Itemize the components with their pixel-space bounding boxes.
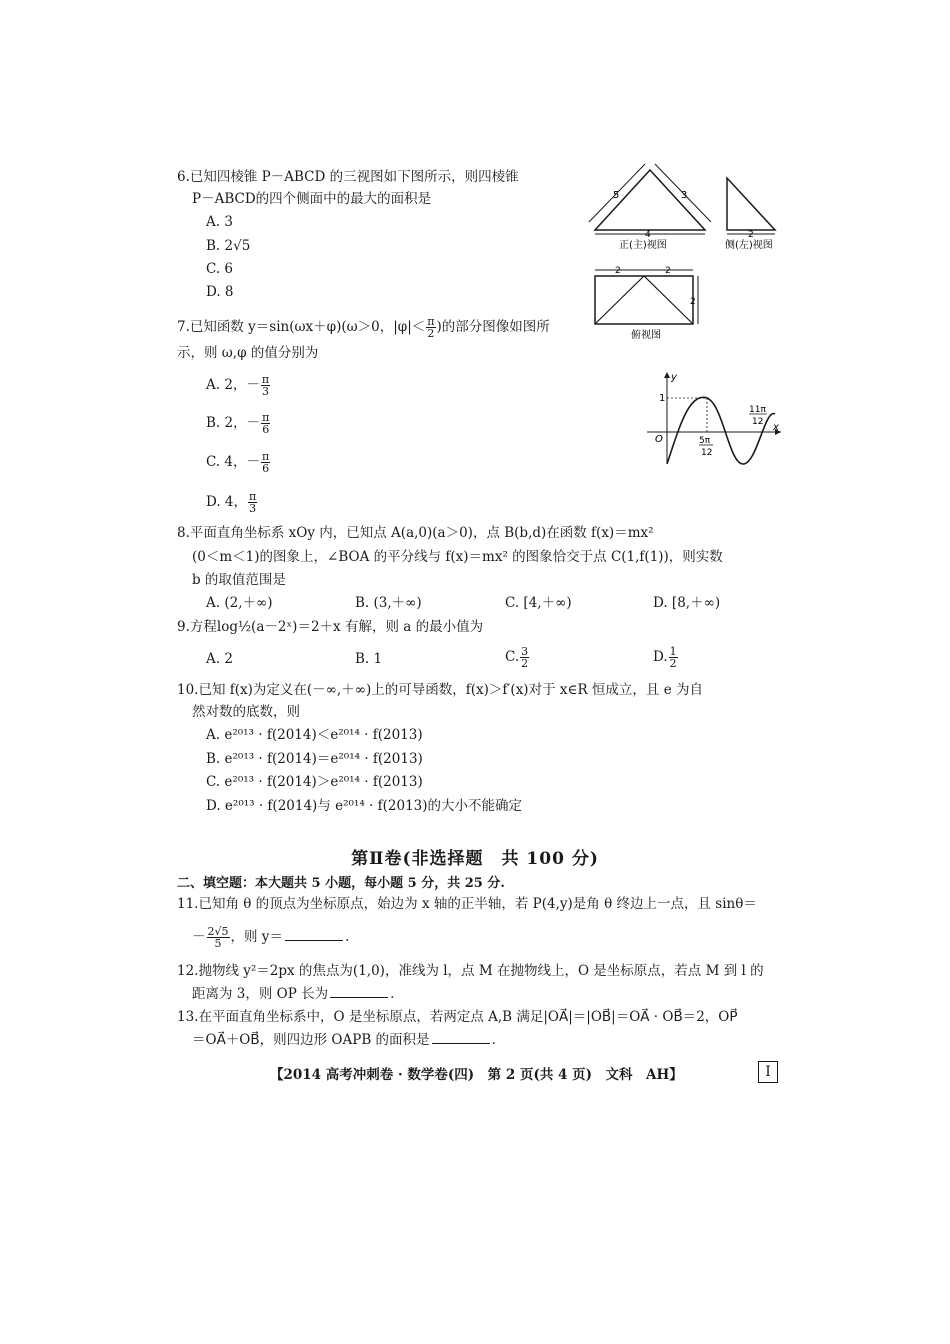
q7-option-d-num: π xyxy=(249,490,257,503)
q7-option-d-den: 3 xyxy=(249,502,257,515)
q10-line1: 10.已知 f(x)为定义在(－∞,＋∞)上的可导函数，f(x)＞f′(x)对于 x∈R 恒成立，且 e 为自 xyxy=(177,682,703,698)
page-footer: 【2014 高考冲刺卷 · 数学卷(四) 第 2 页(共 4 页) 文科 AH】 xyxy=(270,1067,683,1083)
q11-minus: － xyxy=(192,929,206,945)
q6-option-c: C. 6 xyxy=(206,261,234,277)
y-axis-arrow xyxy=(664,372,670,378)
q10-option-a: A. e²⁰¹³ · f(2014)＜e²⁰¹⁴ · f(2013) xyxy=(206,727,423,743)
top-view-lines xyxy=(595,276,693,324)
q10-option-b: B. e²⁰¹³ · f(2014)＝e²⁰¹⁴ · f(2013) xyxy=(206,751,423,767)
q11-line2 xyxy=(192,926,349,949)
q7-line1-a: 7.已知函数 y＝sin(ωx＋φ)(ω＞0，|φ|＜ xyxy=(177,319,426,335)
x2-den: 12 xyxy=(752,417,764,427)
q6-option-d: D. 8 xyxy=(206,284,234,300)
q7-option-a-den: 3 xyxy=(262,385,270,398)
q11-line1: 11.已知角 θ 的顶点为坐标原点，始边为 x 轴的正半轴，若 P(4,y)是角 θ 终边上一点，且 sinθ＝ xyxy=(177,896,757,912)
q9-option-a: A. 2 xyxy=(206,651,233,667)
q9-option-d-label: D. xyxy=(653,649,668,665)
q7-option-b-num: π xyxy=(262,411,270,424)
q10-option-c: C. e²⁰¹³ · f(2014)＞e²⁰¹⁴ · f(2013) xyxy=(206,774,423,790)
q7-frac-den: 2 xyxy=(427,327,435,340)
q7-line1-b: )的部分图像如图所 xyxy=(436,319,550,335)
q7-option-b-frac xyxy=(261,412,270,435)
q8-line3: b 的取值范围是 xyxy=(192,572,286,588)
origin-label: O xyxy=(655,434,663,445)
three-view-figure xyxy=(585,160,785,345)
q11-frac-num: 2√5 xyxy=(207,925,229,938)
q11-rest: ，则 y＝ xyxy=(230,929,283,945)
side-view-label: 侧(左)视图 xyxy=(725,240,773,251)
q6-line2: P－ABCD的四个侧面中的最大的面积是 xyxy=(192,191,432,207)
q9-option-d-den: 2 xyxy=(669,657,677,670)
x2-num: 11π xyxy=(749,405,766,415)
q9-option-d xyxy=(653,646,679,669)
y-axis-label: y xyxy=(671,372,677,383)
q7-line1 xyxy=(177,316,550,339)
q13-answer-blank[interactable] xyxy=(432,1031,490,1044)
q13-line1: 13.在平面直角坐标系中，O 是坐标原点，若两定点 A,B 满足|OA⃗|＝|OB⃗|＝OA⃗ · OB⃗＝2，OP⃗ xyxy=(177,1009,738,1025)
section-2-subtitle: 二、填空题：本大题共 5 小题，每小题 5 分，共 25 分. xyxy=(177,876,505,891)
q9-option-c-frac xyxy=(520,646,529,669)
q10-option-d: D. e²⁰¹³ · f(2014)与 e²⁰¹⁴ · f(2013)的大小不能确定 xyxy=(206,798,523,814)
q7-option-b xyxy=(206,412,271,435)
front-dim-4: 4 xyxy=(645,230,651,240)
q12-line2 xyxy=(192,985,394,1003)
front-view-triangle xyxy=(595,170,705,230)
q7-frac-num: π xyxy=(427,315,435,328)
q6-option-a: A. 3 xyxy=(206,214,233,230)
q12-line2-text: 距离为 3，则 OP 长为 xyxy=(192,986,329,1002)
q9-option-c xyxy=(505,646,530,669)
q13-line2-text: ＝OA⃗＋OB⃗，则四边形 OAPB 的面积是 xyxy=(192,1032,430,1048)
q12-line1: 12.抛物线 y²＝2px 的焦点为(1,0)，准线为 l，点 M 在抛物线上，O 是坐标原点，若点 M 到 l 的 xyxy=(177,963,764,979)
top-dim-2-right: 2 xyxy=(665,266,671,276)
front-view-label: 正(主)视图 xyxy=(619,240,667,251)
q13-end: . xyxy=(491,1032,496,1048)
q11-frac-den: 5 xyxy=(214,937,222,950)
section-2-title: 第Ⅱ卷(非选择题 共 100 分) xyxy=(351,849,599,869)
q7-option-d-label: D. 4， xyxy=(206,494,248,510)
y-one-label: 1 xyxy=(659,393,666,404)
q12-end: . xyxy=(390,986,395,1002)
q7-option-a xyxy=(206,374,271,397)
x-axis-label: x xyxy=(773,422,779,433)
page-mark-box: Ⅰ xyxy=(758,1061,778,1083)
q7-frac-pi-2 xyxy=(426,316,435,339)
front-dim-3: 3 xyxy=(681,190,688,201)
q7-option-a-label: A. 2，－ xyxy=(206,377,260,393)
q8-option-d: D. [8,＋∞) xyxy=(653,595,721,611)
q9-option-c-num: 3 xyxy=(521,645,529,658)
side-view-triangle xyxy=(727,178,775,230)
q6-line1: 6.已知四棱锥 P－ABCD 的三视图如下图所示，则四棱锥 xyxy=(177,169,519,185)
sine-graph xyxy=(645,368,785,468)
q9-option-c-den: 2 xyxy=(521,657,529,670)
q12-answer-blank[interactable] xyxy=(330,985,388,998)
q7-option-a-num: π xyxy=(261,373,270,386)
q9-line1: 9.方程log½(a－2ˣ)＝2＋x 有解，则 a 的最小值为 xyxy=(177,619,484,635)
front-dim-5: 5 xyxy=(613,190,620,201)
q7-option-d-frac xyxy=(248,491,257,514)
q7-option-b-label: B. 2，－ xyxy=(206,415,261,431)
q9-option-d-frac xyxy=(669,646,678,669)
q9-option-c-label: C. xyxy=(505,649,520,665)
q7-line2: 示，则 ω,φ 的值分别为 xyxy=(177,345,319,361)
q7-option-c-label: C. 4，－ xyxy=(206,454,261,470)
q11-frac xyxy=(207,926,230,949)
q11-end: . xyxy=(344,929,350,945)
q7-option-c xyxy=(206,451,271,474)
q9-option-b: B. 1 xyxy=(355,651,383,667)
q8-line2: (0＜m＜1)的图象上，∠BOA 的平分线与 f(x)＝mx² 的图象恰交于点 C(1,f(1))，则实数 xyxy=(192,549,723,565)
q8-option-a: A. (2,＋∞) xyxy=(206,595,273,611)
top-view-rect xyxy=(595,276,693,324)
x1-den: 12 xyxy=(701,448,713,458)
q7-option-c-num: π xyxy=(262,450,270,463)
q6-option-b: B. 2√5 xyxy=(206,238,251,254)
q8-option-c: C. [4,＋∞) xyxy=(505,595,572,611)
q7-option-c-frac xyxy=(261,451,270,474)
q7-option-d xyxy=(206,491,258,514)
q9-option-d-num: 1 xyxy=(669,645,677,658)
side-dim-2: 2 xyxy=(748,230,754,240)
top-view-label: 俯视图 xyxy=(631,330,661,341)
q8-line1: 8.平面直角坐标系 xOy 内，已知点 A(a,0)(a＞0)，点 B(b,d)在函数 f(x)＝mx² xyxy=(177,525,654,541)
x1-num: 5π xyxy=(699,436,711,446)
q7-option-c-den: 6 xyxy=(262,462,270,475)
top-dim-2-left: 2 xyxy=(615,266,621,276)
q7-option-a-frac xyxy=(261,374,270,397)
top-dim-2-vertical: 2 xyxy=(690,297,696,307)
q7-option-b-den: 6 xyxy=(262,423,270,436)
q13-line2 xyxy=(192,1031,496,1049)
q11-answer-blank[interactable] xyxy=(285,928,343,941)
q8-option-b: B. (3,＋∞) xyxy=(355,595,422,611)
q10-line2: 然对数的底数，则 xyxy=(192,704,300,720)
